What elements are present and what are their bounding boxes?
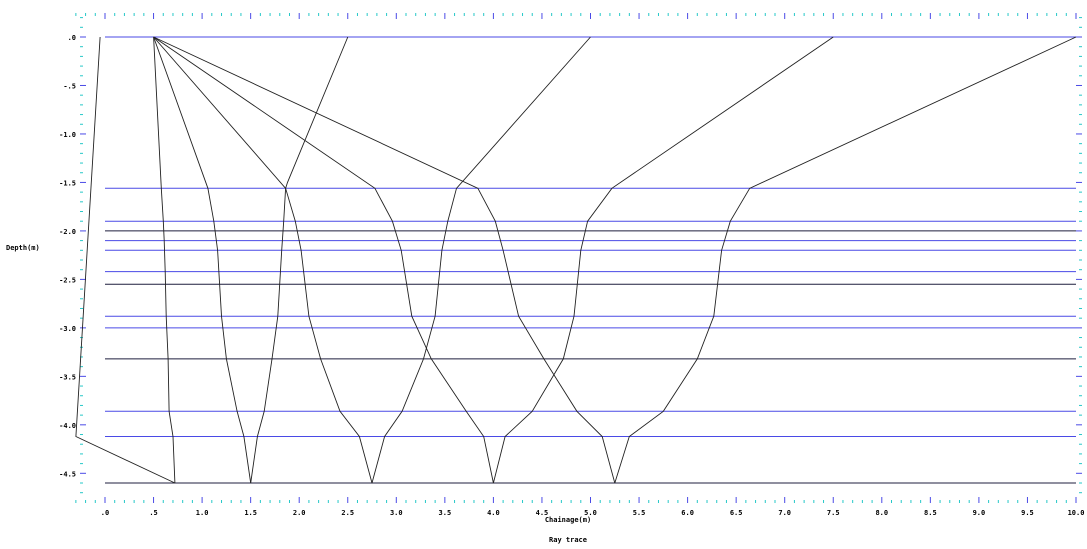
ray-path-ray-4-down — [154, 37, 494, 483]
y-tick-label: -1.5 — [59, 179, 76, 188]
x-tick-labels — [101, 509, 1085, 517]
x-tick-label: 8.0 — [875, 509, 889, 517]
x-bottom-ticks — [76, 497, 1076, 503]
ray-path-ray-2-down — [154, 37, 251, 483]
x-tick-label: 1.0 — [195, 509, 209, 517]
x-tick-label: 6.5 — [729, 509, 743, 517]
y-tick-label: -3.5 — [59, 373, 76, 382]
x-tick-label: 4.0 — [487, 509, 500, 517]
layer-lines — [105, 37, 1076, 483]
y-right-ticks — [1076, 18, 1082, 493]
ray-path-ray-5-down — [154, 37, 615, 483]
y-tick-label: -2.0 — [59, 227, 76, 236]
chart-title: Ray trace — [549, 536, 587, 544]
x-tick-label: 5.5 — [632, 509, 646, 517]
x-tick-label: 3.0 — [389, 509, 403, 517]
x-tick-label: 2.0 — [292, 509, 306, 517]
ray-path-ray-5-up — [615, 37, 1076, 483]
y-axis-title: Depth(m) — [6, 244, 40, 252]
y-tick-label: -3.0 — [59, 324, 76, 333]
ray-path-ray-4-up — [493, 37, 833, 483]
x-tick-label: 9.0 — [972, 509, 986, 517]
x-tick-label: 9.5 — [1021, 509, 1034, 517]
x-tick-label: 2.5 — [341, 509, 355, 517]
x-axis-title: Chainage(m) — [544, 516, 592, 524]
x-tick-label: 8.5 — [924, 509, 937, 517]
x-tick-label: .0 — [100, 509, 110, 517]
x-tick-label: 10.0 — [1067, 509, 1085, 517]
ray-path-ray-3-up — [372, 37, 591, 483]
ray-path-ray-1 — [154, 37, 175, 483]
y-tick-label: -.5 — [63, 82, 76, 91]
ray-path-ray-2-up — [251, 37, 348, 483]
x-tick-label: 1.5 — [244, 509, 257, 517]
y-tick-labels — [59, 34, 76, 478]
x-tick-label: 5.0 — [584, 509, 597, 517]
y-left-ticks — [80, 18, 86, 493]
x-tick-label: 3.5 — [438, 509, 452, 517]
ray-paths — [76, 37, 1076, 483]
ray-path-borehole-ray-a — [76, 37, 175, 483]
y-tick-label: .0 — [67, 34, 76, 42]
y-tick-label: -4.0 — [59, 421, 76, 430]
x-tick-label: 7.0 — [778, 509, 792, 517]
x-tick-label: 7.5 — [826, 509, 840, 517]
x-tick-label: .5 — [149, 509, 158, 517]
x-tick-label: 6.0 — [681, 509, 694, 517]
x-top-ticks — [76, 13, 1076, 19]
y-tick-label: -2.5 — [59, 276, 76, 285]
x-tick-label: 4.5 — [535, 509, 549, 517]
y-tick-label: -1.0 — [59, 130, 76, 139]
y-tick-label: -4.5 — [59, 470, 76, 479]
